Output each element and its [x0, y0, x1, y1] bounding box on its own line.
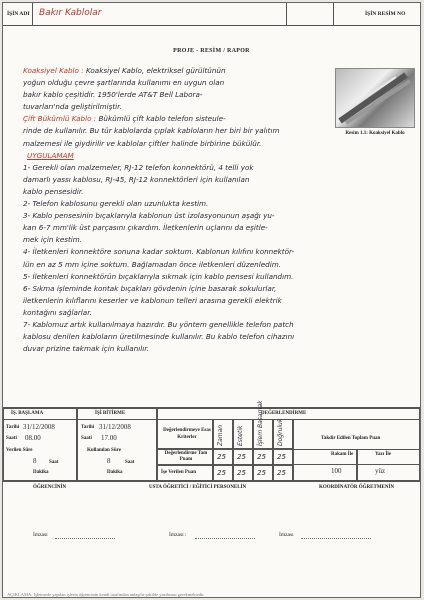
report-line [23, 234, 413, 246]
report-line [23, 77, 328, 89]
verilen-puan-value: 25 [237, 469, 246, 477]
verilen-sure-label: Verilen Süre [6, 448, 33, 453]
report-line-text: 5- İletkenleri konnektörün bıçaklarıyla sıkmak için kablo pensesi kullandım. [23, 271, 294, 281]
ise-verilen-puan-label: İşe Verilen Puan [161, 470, 197, 475]
saat-label: Saat [125, 460, 135, 465]
report-line-text: 7- Kablomuz artık kullanılmaya hazırdır. Bu yöntem genellikle telefon patch [23, 319, 294, 329]
proje-title: PROJE - RESİM / RAPOR [173, 48, 250, 54]
report-line [23, 259, 413, 271]
header-divider [32, 3, 33, 26]
report-line [23, 101, 328, 113]
report-line-text: 6- Sıkma işleminde kontak bıçakları gövdenin içine basarak sokulurlar, [23, 283, 277, 293]
start-time: 08.00 [25, 434, 41, 442]
row-line [3, 481, 420, 482]
report-line [23, 150, 413, 162]
report-line [23, 307, 413, 319]
report-line-text: 1- Gerekli olan malzemeler, RJ-12 telefon konnektörü, 4 telli yok [23, 162, 254, 172]
report-line-text: damarlı yassı kablosu, RJ-45, RJ-12 konnektörleri için kullanılan [23, 174, 250, 184]
criteria-name: Doğruluk [277, 418, 284, 446]
report-line-text: 2- Telefon kablosunu gerekli olan uzunlukta kestim. [23, 199, 209, 209]
isin-adi-value: Bakır Kablolar [39, 8, 102, 18]
report-line-text: duvar prizine takmak için kullanılır. [23, 344, 149, 354]
tarih-label: Tarihi [81, 425, 95, 430]
report-line-text: kablo pensesidir. [23, 186, 84, 196]
row-line [3, 419, 157, 420]
report-line-text: kablosu denilen kabloların üretilmesinde kullanılır. Bu kablo telefon cihazını [23, 332, 295, 342]
report-line-text: tuvarları'nda geliştirilmiştir. [23, 102, 122, 112]
form-sheet [2, 2, 421, 598]
tam-puan-value: 25 [237, 453, 246, 461]
verilen-puan-value: 25 [277, 469, 286, 477]
start-date: 31/12/2008 [23, 423, 55, 431]
dakika-label: Dakika [107, 470, 123, 475]
footer-note: AÇIKLAMA: İşletmede yapılan işlerin öğrencinin kendi tarafından anlaşılır şekilde yazılması gerekmektedir. [7, 592, 205, 597]
saati-label: Saati [6, 436, 17, 441]
report-line-text: 4- İletkenleri konnektöre sonuna kadar soktum. Kablonun kılıfını konnektör- [23, 247, 295, 257]
koordinator-label: KOORDİNATÖR ÖĞRETMENİN [319, 485, 395, 490]
verilen-puan-value: 25 [217, 469, 226, 477]
report-line [23, 331, 413, 343]
report-line-text: Bükümlü çift kablo telefon sisteule- [96, 114, 226, 124]
photo-caption: Resim 1.1: Koaksiyel Kablo [345, 131, 405, 136]
tarih-label: Tarihi [6, 425, 20, 430]
report-line [23, 138, 413, 150]
report-line [23, 65, 328, 77]
toplam-yazi: yüz [375, 467, 386, 475]
kullanilan-sure-value: 8 [107, 457, 111, 465]
ogrencinin-label: ÖĞRENCİNİN [33, 485, 67, 490]
rakam-ile-label: Rakam İle [331, 452, 354, 457]
report-line [23, 222, 413, 234]
report-line [23, 125, 413, 137]
toplam-rakam: 100 [331, 467, 342, 475]
degerlendirmeye-esas-label: Değerlendirmeye Esas Kriterler [163, 428, 211, 440]
report-line [23, 210, 413, 222]
toplam-label: Takdir Edilen Toplam Puan [321, 436, 381, 441]
criteria-name: İşlem Basamak [257, 400, 264, 446]
report-body [23, 65, 413, 355]
isin-adi-label: İŞİN ADI [7, 11, 30, 17]
signature-line [195, 538, 255, 539]
report-line [23, 162, 413, 174]
tam-puan-value: 25 [217, 453, 226, 461]
criteria-name: Estetik [237, 425, 244, 446]
tam-puani-label: Değerlendirme Tam Puanı [164, 451, 208, 462]
criteria-name: Zaman [217, 424, 224, 446]
report-line [23, 89, 328, 101]
report-line-text: rinde de kullanılır. Bu tür kablolarda çıplak kabloların her biri bir yalıtım [23, 126, 280, 136]
evaluation-table [3, 400, 420, 545]
end-date: 31/12/2008 [99, 423, 131, 431]
report-line [23, 186, 413, 198]
report-line [23, 295, 413, 307]
verilen-sure-value: 8 [33, 457, 37, 465]
report-line-text: iletkenlerin kılıflarını keserler ve kablonun telleri arasına gerekli elektrik [23, 295, 282, 305]
header-divider [333, 3, 334, 26]
report-line-text: karı 6-7 mm'lik üst parçasını çıkardım. İletkenlerin uçlarını da eşitle- [23, 223, 268, 233]
koordinator-imza-label: İmzası [279, 532, 294, 538]
verilen-puan-value: 25 [257, 469, 266, 477]
is-baslama-label: İŞ. BAŞLAMA [11, 411, 44, 416]
end-time: 17.00 [101, 434, 117, 442]
is-bitirme-label: İŞİ BİTİRME [95, 411, 126, 416]
report-line-text: malzemesi ile giydirilir ve kablolar çiftler halinde birbirine bükülür. [23, 138, 262, 148]
report-line [23, 271, 413, 283]
report-line-text: kontağını sağlarlar. [23, 307, 92, 317]
report-line [23, 319, 413, 331]
tam-puan-value: 25 [257, 453, 266, 461]
report-line-text: mek için kestim. [23, 235, 83, 245]
kullanilan-sure-label: Kullanılan Süre [87, 448, 121, 453]
report-line-heading: UYGULAMAM [27, 150, 74, 160]
signature-line [301, 538, 371, 539]
usta-imza-label: İmzası : [169, 532, 187, 538]
report-line-text: bakır kablo çeşitidir. 1950'lerde AT&T Bell Labora- [23, 90, 203, 100]
ogrenci-imza-label: İmzası [33, 532, 48, 538]
dakika-label: Dakika [33, 470, 49, 475]
saat-label: Saat [49, 460, 59, 465]
report-line [23, 283, 413, 295]
header-divider [286, 3, 287, 26]
form-header [3, 3, 420, 26]
report-line-text: lün en az 5 mm içine soktum. Bağlamadan önce iletkenleri düzenledim. [23, 259, 282, 269]
saati-label: Saati [81, 436, 92, 441]
report-line-text: 3- Kablo pensesinin bıçaklarıyla kablonun üst izolasyonunun aşağı yu- [23, 211, 275, 221]
report-line-heading: Koaksiyel Kablo : [23, 66, 84, 75]
degerlendirme-label: DEĞERLENDİRME [261, 411, 307, 416]
report-line-text: yoğun olduğu çevre şartlarında kullanımı en uygun olan [23, 78, 225, 88]
yazi-ile-label: Yazı İle [375, 452, 391, 457]
report-line [23, 198, 413, 210]
tam-puan-value: 25 [277, 453, 286, 461]
report-line [23, 246, 413, 258]
usta-ogretici-label: USTA ÖĞRETİCİ / EĞİTİCİ PERSONELİN [149, 485, 247, 490]
isin-resim-no-label: İŞİN RESİM NO [365, 11, 406, 17]
report-line [23, 113, 413, 125]
report-line [23, 343, 413, 355]
report-line-heading: Çift Bükümlü Kablo : [23, 114, 97, 124]
report-line [23, 174, 413, 186]
report-line-text: Koaksiyel Kablo, elektriksel gürültünün [83, 66, 226, 75]
signature-line [55, 538, 115, 539]
